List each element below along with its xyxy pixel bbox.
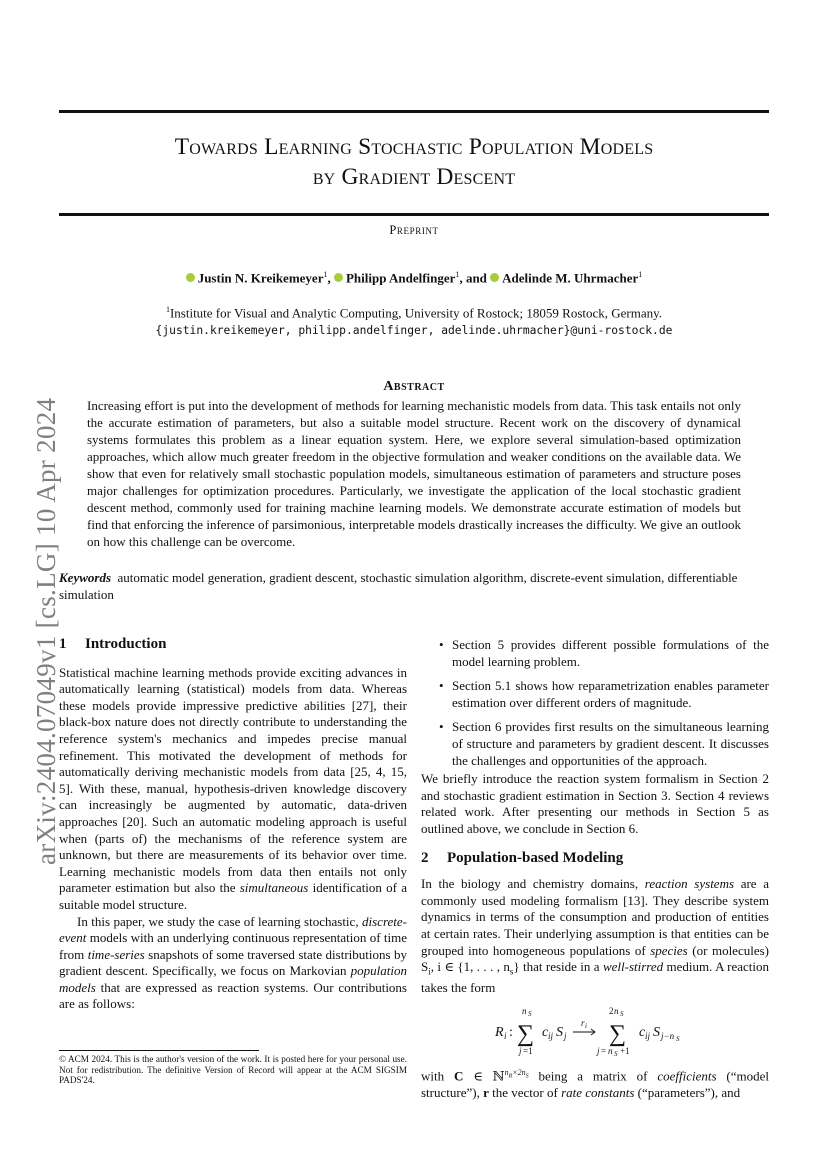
svg-text:i: i <box>585 1021 587 1030</box>
paragraph-text: the vector of <box>488 1085 562 1101</box>
svg-text:c: c <box>639 1024 646 1040</box>
paragraph-text: snapshots of some traversed state distributions by gradient descent. Specifically, we focus on Markovian <box>59 946 407 979</box>
section-heading <box>59 636 407 653</box>
paragraph-text: that are expressed as reaction systems. Our contributions are as follows: <box>59 979 407 1012</box>
author-2: Philipp Andelfinger <box>345 270 456 286</box>
section-title: Population-based Modeling <box>447 849 624 866</box>
paragraph: We briefly introduce the reaction system formalism in Section 2 and stochastic gradient estimation in Section 3. Section 4 reviews related work. After presenting our methods in Section 5 as outlined above, we conclude in Section 6. <box>421 771 769 836</box>
arxiv-stamp-text: arXiv:2404.07049v1 [cs.LG] 10 Apr 2024 <box>31 397 61 865</box>
title-line-2: by Gradient Descent <box>312 164 516 190</box>
svg-text:+1: +1 <box>620 1045 630 1056</box>
paragraph-text: being a matrix of <box>528 1068 658 1084</box>
paragraph-text: (or molecules) S <box>421 942 769 975</box>
paragraph-text: with <box>421 1068 454 1084</box>
author-emails[interactable]: {justin.kreikemeyer, philipp.andelfinger, adelinde.uhrmacher}@uni-rostock.de <box>155 324 673 338</box>
svg-text:S: S <box>556 1024 563 1040</box>
left-column <box>59 636 407 1013</box>
subscript: s <box>509 966 514 977</box>
abstract-heading: Abstract <box>383 379 445 394</box>
svg-text:S: S <box>528 1009 532 1018</box>
author-3: Adelinde M. Uhrmacher <box>502 270 639 286</box>
paragraph <box>59 914 407 1014</box>
emphasis: discrete-event <box>59 913 407 946</box>
author-separator: , and <box>459 270 491 286</box>
author-1-affil: 1 <box>323 270 328 279</box>
svg-text:R: R <box>495 1024 504 1040</box>
affiliation-text: Institute for Visual and Analytic Computing, University of Rostock; 18059 Rostock, Germany. <box>169 305 663 321</box>
math-C: C <box>453 1068 464 1084</box>
paragraph-text: (“parameters”), and <box>634 1085 741 1101</box>
paragraph <box>59 665 407 914</box>
orcid-icon[interactable] <box>186 273 195 282</box>
svg-text:n: n <box>608 1045 613 1056</box>
affiliation-marker: 1 <box>165 305 170 314</box>
keywords <box>59 569 769 603</box>
svg-text:r: r <box>581 1017 585 1028</box>
svg-text:S: S <box>620 1009 624 1018</box>
contribution-list <box>439 637 769 769</box>
paragraph-text: are a commonly used modeling formalism [13]. They describe system dynamics in terms of the consumption and production of entities at certain rates. Their underlying assumption is that entities can be grouped into homogeneous populations of <box>421 876 770 958</box>
svg-text:n: n <box>614 1005 619 1016</box>
author-1: Justin N. Kreikemeyer <box>197 270 324 286</box>
svg-text:ij: ij <box>548 1030 554 1041</box>
svg-text:∑: ∑ <box>609 1020 627 1047</box>
svg-text:j: j <box>564 1030 567 1041</box>
svg-text:i: i <box>504 1030 507 1041</box>
paper-title <box>59 132 769 192</box>
emphasis: well-stirred <box>602 959 664 975</box>
top-rule <box>59 110 769 113</box>
orcid-icon[interactable] <box>334 273 343 282</box>
svg-text:j: j <box>519 1045 522 1056</box>
svg-text::: : <box>509 1024 513 1040</box>
emphasis: population models <box>59 963 407 995</box>
abstract-text: Increasing effort is put into the development of methods for learning mechanistic models from data. This task entails not only the accurate estimation of parameters, but also a suitable model structure. Recent work on the discovery of dynamical systems formulates this problem as a linear equation system. Here, we explore several simulation-based optimization approaches, which allow much greater freedom in the objective formulation and weaker conditions on the available data. We show that even for relatively small stochastic population models, simultaneous estimation of parameters and structure poses major challenges for optimization procedures. Particularly, we investigate the application of the local stochastic gradient descent method, commonly used for training machine learning models. We demonstrate accurate estimation of models but find that enforcing the inference of parsimonious, interpretable models drastically increases the difficulty. We give an outlook on how this challenge can be overcome. <box>87 398 741 549</box>
emphasis: species <box>650 942 688 958</box>
footnote: © ACM 2024. This is the author's version of the work. It is posted here for your personal use. Not for redistribution. The definitive Version of Record will appear at the ACM SIGSIM PADS'24. <box>59 1054 407 1085</box>
title-line-1: Towards Learning Stochastic Population Models <box>174 134 654 160</box>
reaction-equation <box>421 999 769 1065</box>
svg-text:ij: ij <box>645 1030 651 1041</box>
paragraph-text: identification of a suitable model structure. <box>59 880 407 912</box>
paragraph-text: In this paper, we study the case of learning stochastic, <box>77 913 362 929</box>
list-item: • Section 6 provides first results on the simultaneous learning of structure and parameters by gradient descent. It discusses the challenges and opportunities of the approach. <box>439 719 769 769</box>
section-heading <box>421 850 769 867</box>
paragraph: with C ∈ ℕ$^{n_R\times 2n_S}$ being a matrix of coefficients (“model structure”), r the vector of rate constants (“parameters”), and <box>421 1067 769 1101</box>
list-item: • Section 5.1 shows how reparametrization enables parameter estimation over different orders of magnitude. <box>439 678 769 711</box>
emphasis: simultaneous <box>239 880 309 896</box>
keywords-text: automatic model generation, gradient descent, stochastic simulation algorithm, discrete-event simulation, differentiable simulation <box>59 570 738 602</box>
paragraph-text: (“model structure”), <box>421 1068 769 1101</box>
paragraph-text: In the biology and chemistry domains, <box>421 876 645 892</box>
svg-text:∑: ∑ <box>517 1020 535 1047</box>
footnote-rule <box>59 1050 259 1051</box>
paragraph-text: Statistical machine learning methods provide exciting advances in automatically learning (statistical) models from data. Whereas these models provide impressive predictive abilities [27], their black-box nature does not directly contribute to understanding the reference system's mechanics and impedes precise manual refinement. This motivated the development of methods for automatically deriving mechanistic models from data [25, 4, 15, 5]. With these, manual, hypothesis-driven knowledge discovery can increasingly be augmented by automatic, data-driven approaches [20]. Such an automatic modeling approach is useful when (parts of) the mechanisms of the reference system are unknown, but there are measurements of its behavior over time. Learning mechanistic models from data then entails not only parameter estimation but also the <box>59 664 407 896</box>
svg-text:j−n: j−n <box>661 1030 675 1041</box>
emphasis: rate constants <box>561 1085 635 1101</box>
keywords-label: Keywords <box>59 570 111 585</box>
preprint-label: Preprint <box>389 223 439 237</box>
section-title: Introduction <box>85 636 167 652</box>
author-3-affil: 1 <box>638 270 643 279</box>
svg-text:=1: =1 <box>523 1045 533 1056</box>
paragraph-text: } that reside in a <box>513 959 603 975</box>
author-list <box>59 270 769 286</box>
math-superscript: nR×2nS <box>504 1067 529 1080</box>
paragraph-text: models with an underlying continuous representation of time from <box>59 930 407 962</box>
paragraph <box>421 876 769 997</box>
svg-text:c: c <box>542 1024 549 1040</box>
affiliation-block <box>59 301 769 340</box>
svg-text:n: n <box>522 1005 527 1016</box>
svg-text:S: S <box>614 1049 618 1058</box>
svg-text:=: = <box>601 1045 607 1056</box>
paragraph-text: , i ∈ {1, . . . , n <box>430 959 510 975</box>
paragraph-text: medium. A reaction takes the form <box>421 959 769 996</box>
author-separator: , <box>327 270 334 286</box>
emphasis: reaction systems <box>644 876 735 892</box>
math-r: r <box>483 1085 489 1101</box>
section-number: 2 <box>421 849 429 866</box>
svg-text:S: S <box>676 1034 680 1043</box>
svg-text:S: S <box>653 1024 660 1040</box>
list-item: • Section 5 provides different possible formulations of the model learning problem. <box>439 637 769 670</box>
emphasis: time-series <box>87 946 145 962</box>
svg-text:2: 2 <box>609 1005 614 1016</box>
right-column <box>421 637 769 1102</box>
svg-text:j: j <box>597 1045 600 1056</box>
title-bottom-rule <box>59 213 769 216</box>
emphasis: coefficients <box>657 1068 717 1084</box>
section-number: 1 <box>59 636 67 652</box>
subscript: i <box>428 966 431 977</box>
author-2-affil: 1 <box>455 270 460 279</box>
orcid-icon[interactable] <box>490 273 499 282</box>
